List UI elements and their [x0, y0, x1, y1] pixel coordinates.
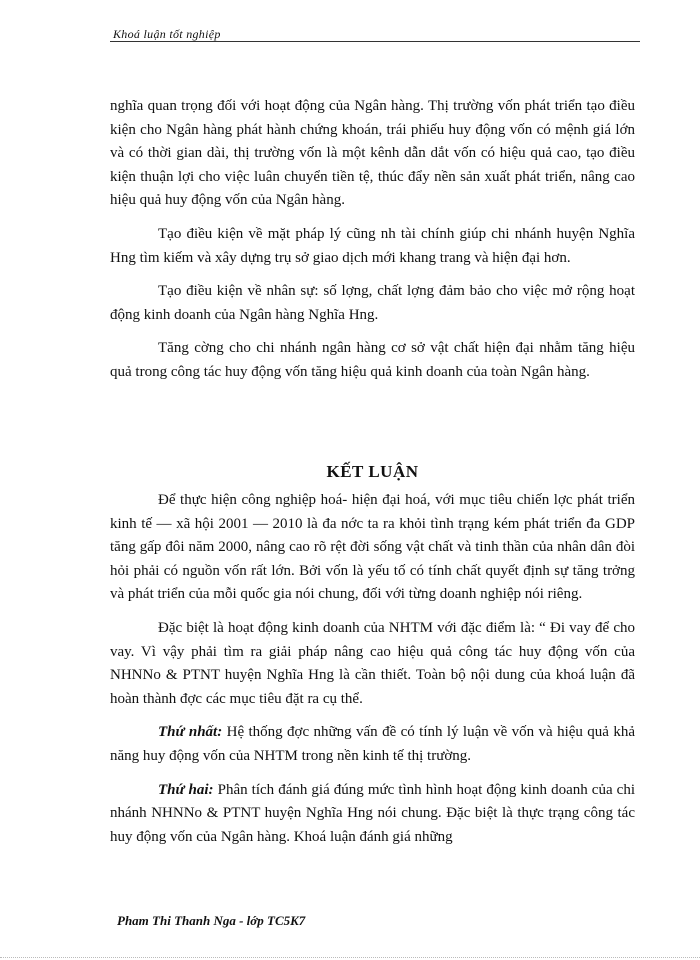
header-rule	[110, 41, 640, 42]
paragraph	[110, 721, 635, 768]
paragraph: Để thực hiện công nghiệp hoá- hiện đại hoá, với mục tiêu chiến lợc phát triển kinh tế — xã hội 2001 — 2010 là đa nớc ta ra khỏi tình trạng kém phát triển đa GDP tăng gấp đôi năm 2000, nâng cao rõ rệt đời sống vật chất và tinh thần của nhân dân đòi hỏi phải có nguồn vốn rất lớn. Bởi vốn là yếu tố có tính chất quyết định sự tăng trởng và phát triển của mỗi quốc gia nói chung, đối với từng doanh nghiệp nói riêng.	[110, 492, 635, 603]
conclusion-title: KẾT LUẬN	[326, 462, 419, 481]
conclusion-section	[110, 489, 635, 859]
paragraph: Tạo điều kiện về nhân sự: số lợng, chất lợng đảm bảo cho việc mở rộng hoạt động kinh doanh của Ngân hàng Nghĩa Hng.	[110, 283, 635, 323]
paragraph: Tăng cờng cho chi nhánh ngân hàng cơ sở vật chất hiện đại nhằm tăng hiệu quả trong công tác huy động vốn tăng hiệu quả kinh doanh của toàn Ngân hàng.	[110, 340, 635, 380]
paragraph-lead: Thứ nhất:	[158, 724, 223, 741]
paragraph-text: Phân tích đánh giá đúng mức tình hình hoạt động kinh doanh của chi nhánh NHNNo & PTNT huyện Nghĩa Hng nói chung. Đặc biệt là thực trạng công tác huy động vốn của Ngân hàng. Khoá luận đánh giá những	[110, 781, 636, 845]
paragraph	[110, 779, 635, 850]
paragraph: Tạo điều kiện về mặt pháp lý cũng nh tài chính giúp chi nhánh huyện Nghĩa Hng tìm kiếm và xây dựng trụ sở giao dịch mới khang trang và hiện đại hơn.	[110, 225, 635, 266]
paragraph-text: Hệ thống đợc những vấn đề có tính lý luận về vốn và hiệu quả khả năng huy động vốn của NHTM trong nền kinh tế thị trường.	[110, 724, 636, 764]
footer-author: Pham Thi Thanh Nga - lớp TC5K7	[117, 913, 306, 928]
page-edge	[0, 957, 700, 958]
paragraph: nghĩa quan trọng đối với hoạt động của Ngân hàng. Thị trường vốn phát triển tạo điều kiện cho Ngân hàng phát hành chứng khoán, trái phiếu huy động vốn có mệnh giá lớn và có thời gian dài, thị trường vốn là một kênh dẫn dắt vốn có hiệu quả cao, tạo điều kiện thuận lợi cho việc luân chuyển tiền tệ, thúc đẩy nền sản xuất phát triển, nâng cao hiệu quả huy động vốn của Ngân hàng.	[110, 98, 635, 209]
paragraph: Đặc biệt là hoạt động kinh doanh của NHTM với đặc điểm là: “ Đi vay để cho vay. Vì vậy phải tìm ra giải pháp nâng cao hiệu quả công tác huy động vốn của NHNNo & PTNT huyện Nghĩa Hng là cần thiết. Toàn bộ nội dung của khoá luận đã hoàn thành đợc các mục tiêu đặt ra cụ thể.	[110, 619, 635, 707]
header-title: Khoá luận tốt nghiệp	[113, 27, 221, 41]
body-section	[110, 95, 635, 395]
paragraph-lead: Thứ hai:	[158, 781, 214, 798]
